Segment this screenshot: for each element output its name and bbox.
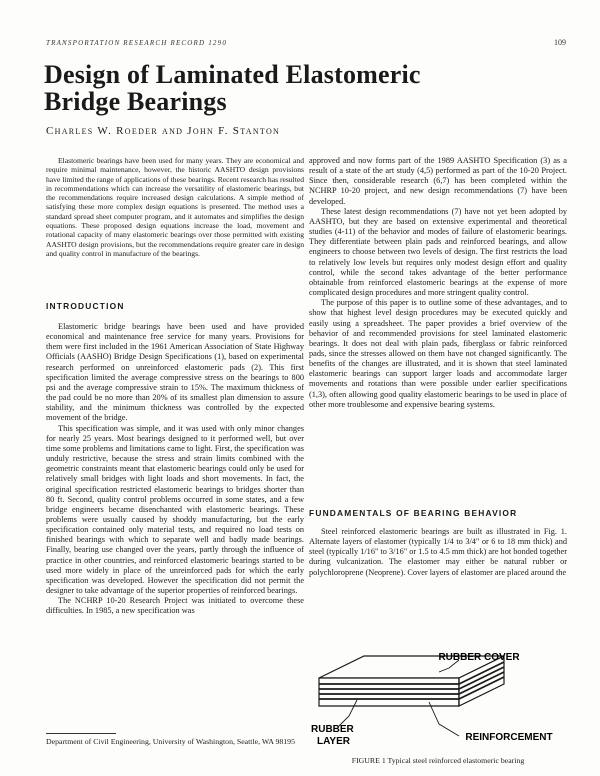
bearing-drawing (319, 656, 504, 706)
abstract-text: Elastomeric bearings have been used for many years. They are economical and require minimal maintenance, however, the historic AASHTO design provisions have limited the range of applications of these bearings. Recent research has resulted in recommendations which can increase the versatility of elastomeric bearings, but the recommendations require increased design calculations. A simple method of satisfying these more complex design equations is presented. The method uses a standard spread sheet computer program, and it automates and simplifies the design equations. These proposed design equations increase the load, movement and rotational capacity of many elastomeric bearings over those permitted with existing AASHTO design provisions, but the recommendations require greater care in design and quality control in manufacture of the bearings. (46, 156, 304, 258)
intro-paragraph-2: This specification was simple, and it was used with only minor changes for nearly 25 years. Most bearings designed to it performed well, but over time some problems and limitations came to light. First, the specification was unduly restrictive, because the stress and strain limits combined with the geometric constraints meant that elastomeric bearings could only be used for relatively small bridges with light loads and short movements. In fact, the original specification restricted elastomeric bearings to bridges shorter than 80 ft. Second, quality control problems occurred in some states, and a few bridge engineers became disenchanted with elastomeric bearings. These problems were usually caused by shoddy manufacturing, but the early specification contained only material tests, and required no load tests on finished bearings with which to separate well and badly made bearings. Finally, bearing use changed over the years, partly through the influence of practice in other countries, and reinforced elastomeric bearings started to be used more widely in place of the unreinforced pads for which the early specification was developed. However the specification did not permit the designer to take advantage of the superior properties of reinforced bearings. (46, 423, 304, 596)
left-column-body (46, 322, 304, 617)
intro-paragraph-1: Elastomeric bridge bearings have been used and have provided economical and maintenance free service for many years. Provisions for them were first included in the 1961 American Association of State Highway Officials (AASHO) Bridge Design Specifications (1), based on experimental research performed on unreinforced elastomeric pads (2). This first specification limited the average compressive stress on the bearings to 800 psi and the average compressive strain to 15%. The maximum thickness of the pad could be no more than 20% of its smallest plan dimension to assure stability, and the minimum thickness was controlled by the expected movement of the bridge. (46, 322, 304, 423)
fundamentals-heading: FUNDAMENTALS OF BEARING BEHAVIOR (309, 508, 518, 518)
running-head: TRANSPORTATION RESEARCH RECORD 1290 (46, 39, 228, 47)
article-authors: Charles W. Roeder and John F. Stanton (46, 125, 281, 137)
bearing-figure (309, 640, 567, 750)
fundamentals-body (309, 527, 567, 578)
author-affiliation-footnote: Department of Civil Engineering, University of Washington, Seattle, WA 98195 (46, 737, 295, 746)
intro-paragraph-3: The NCHRP 10-20 Research Project was initiated to overcome these difficulties. In 1985, a new specification was (46, 596, 304, 616)
introduction-heading: INTRODUCTION (46, 301, 125, 311)
label-rubber: RUBBER (311, 724, 354, 735)
footnote-rule (46, 733, 116, 734)
abstract (46, 156, 304, 258)
article-title: Design of Laminated Elastomeric Bridge Bearings (44, 60, 421, 116)
right-column-body (309, 156, 567, 410)
right-paragraph-1: approved and now forms part of the 1989 AASHTO Specification (3) as a result of a state of the art study (4,5) performed as part of the 10-20 Project. Since then, considerable research (6,7) has been completed within the NCHRP 10-20 project, and new design recommendations (7) have been developed. (309, 156, 567, 206)
right-paragraph-2: These latest design recommendations (7) have not yet been adopted by AASHTO, but they are based on extensive experimental and theoretical studies (4-11) of the behavior and modes of failure of elastomeric bearings. They differentiate between plain pads and reinforced bearings, and allow engineers to choose between two levels of design. The first restricts the load to relatively low levels but requires only modest design effort and quality control, while the second takes advantage of the better performance obtainable from reinforced elastomeric bearings at the expense of more complicated design procedures and more stringent quality control. (309, 206, 567, 298)
label-rubber-cover: RUBBER COVER (438, 652, 520, 663)
label-layer: LAYER (317, 736, 350, 747)
right-paragraph-3: The purpose of this paper is to outline some of these advantages, and to show that highest level design procedures may be executed quickly and easily using a spreadsheet. The paper provides a brief overview of the behavior of and recommended provisions for steel laminated elastomeric bearings. It does not deal with plain pads, fiberglass or fabric reinforced pads, since the stresses allowed on them have not changed significantly. The benefits of the changes are illustrated, and it is shown that steel laminated elastomeric bearings can support larger loads and accommodate larger movements and rotations than were possible under earlier specifications (1,3), often allowing good quality elastomeric bearings to be used in place of other more troublesome and expensive bearing systems. (309, 298, 567, 409)
fundamentals-paragraph: Steel reinforced elastomeric bearings are built as illustrated in Fig. 1. Alternate layers of elastomer (typically 1/4 to 3/4" or 6 to 18 mm thick) and steel (typically 1/16" to 3/16" or 1.5 to 4.5 mm thick) are hot bonded together during vulcanization. The elastomer may either be natural rubber or polychloroprene (Neoprene). Cover layers of elastomer are placed around the (309, 527, 567, 577)
label-reinforcement: REINFORCEMENT (465, 732, 553, 743)
figure-caption: FIGURE 1 Typical steel reinforced elastomeric bearing (351, 756, 525, 765)
page-number: 109 (554, 38, 566, 47)
